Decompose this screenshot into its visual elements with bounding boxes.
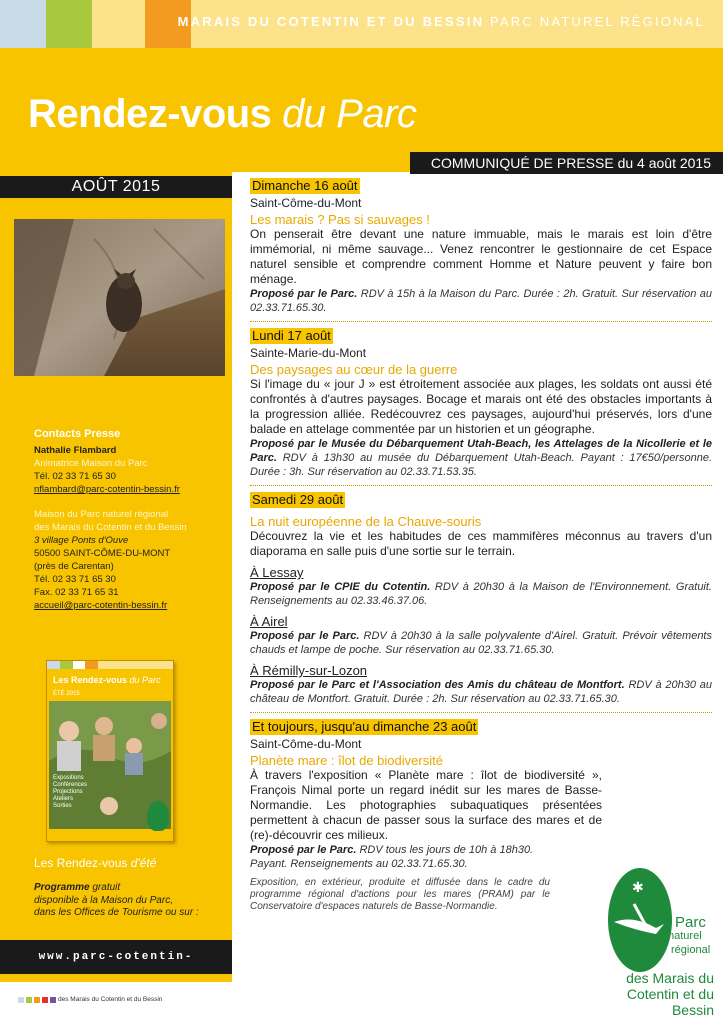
footer-dot-4 xyxy=(42,997,48,1003)
event-4-note: Exposition, en extérieur, produite et diffusée dans le cadre du programme régional d'actions pour les mares (PRAM) par le Conservatoire d'espaces naturels de Basse-Normandie. xyxy=(250,877,550,912)
maison-line-2: des Marais du Cotentin et du Bessin xyxy=(34,522,187,533)
event-1-date: Dimanche 16 août xyxy=(252,178,358,193)
maison-line-1: Maison du Parc naturel régional xyxy=(34,509,169,520)
separator xyxy=(250,321,712,322)
bat-photo xyxy=(14,219,225,376)
event-2-title: Des paysages au cœur de la guerre xyxy=(250,362,458,377)
footer-legal xyxy=(18,996,162,1003)
event-4-desc: À travers l'exposition « Planète mare : îlot de biodiversité », François Nimal porte un regard inédit sur les mares de Basse-Normandie. Les photographies subaquatiques présentées permettent à chacun de passer sous la surface des mares et de (re)-découvrir ces milieux. xyxy=(250,768,602,842)
event-4-place: Saint-Côme-du-Mont xyxy=(250,737,362,751)
address-line-3: (près de Carentan) xyxy=(34,561,114,572)
separator xyxy=(250,712,712,713)
booklet-logo xyxy=(147,801,169,831)
booklet-year: ÉTÉ 2015 xyxy=(53,691,80,697)
event-2 xyxy=(250,328,712,479)
month-label: AOÛT 2015 xyxy=(0,176,232,198)
event-2-place: Sainte-Marie-du-Mont xyxy=(250,346,367,360)
event-1-info: Proposé par le Parc. RDV à 15h à la Maison du Parc. Durée : 2h. Gratuit. Sur réservation au 02.33.71.65.30. xyxy=(250,288,712,314)
press-contacts xyxy=(34,428,224,612)
booklet-list: Expositions Conférences Projections Ateliers Sorties xyxy=(53,775,88,809)
ete-link[interactable]: Les Rendez-vous d'été xyxy=(34,856,157,870)
maison-tel: Tél. 02 33 71 65 30 xyxy=(34,574,116,585)
contact-name: Nathalie Flambard xyxy=(34,445,117,456)
programme-info: Programme gratuit disponible à la Maison du Parc, dans les Offices de Tourisme ou sur : xyxy=(34,882,199,918)
footer-dot-5 xyxy=(50,997,56,1003)
event-1-desc: On penserait être devant une nature immuable, mais le marais est loin d'être immémorial, ni même sauvage... Venez rencontrer le gestionnaire de cet Espace naturel sensible et comprendre comment Homme et Nature peuvent y faire bon ménage. xyxy=(250,227,712,286)
footer-dot-3 xyxy=(34,997,40,1003)
color-square-green xyxy=(46,0,92,48)
event-3a-info: Proposé par le CPIE du Cotentin. RDV à 20h30 à la Maison de l'Environnement. Gratuit. Renseignements au 02.33.46.37.06. xyxy=(250,581,712,607)
booklet-title: Les Rendez-vous du Parc xyxy=(53,675,161,685)
booklet-cover xyxy=(46,660,174,842)
event-4-title: Planète mare : îlot de biodiversité xyxy=(250,753,443,768)
separator xyxy=(250,485,712,486)
logo-text-naturel: naturel xyxy=(668,930,702,942)
event-3c-info: Proposé par le Parc et l'Association des Amis du château de Montfort. RDV à 20h30 au château de Montfort. Gratuit. Durée : 2h. Sur réservation au 02.33.71.65.30. xyxy=(250,679,712,705)
maison-email[interactable]: accueil@parc-cotentin-bessin.fr xyxy=(34,600,168,611)
logo-text-regional: régional xyxy=(671,944,711,956)
event-3 xyxy=(250,492,712,706)
footer-dot-1 xyxy=(18,997,24,1003)
logo-text-parc: Parc xyxy=(675,914,706,931)
press-release-bar: COMMUNIQUÉ DE PRESSE du 4 août 2015 xyxy=(410,152,723,174)
event-2-desc: Si l'image du « jour J » est étroitement associée aux plages, les soldats ont aussi été confrontés à d'autres paysages. Bocage et marais ont été des obstacles importants à la progression alliée. Redécouvrez ces paysages, aujourd'hui préservés, lors d'une balade en attelage commentée par un historien et un géographe. xyxy=(250,377,712,436)
event-2-info: Proposé par le Musée du Débarquement Utah-Beach, les Attelages de la Nicollerie et le Parc. RDV à 13h30 au musée du Débarquement Utah-Beach. Payant : 17€50/personne. Durée : 3h. Sur réservation au 02.33.71.53.35. xyxy=(250,438,712,478)
contacts-title: Contacts Presse xyxy=(34,428,121,440)
event-3-date: Samedi 29 août xyxy=(252,492,344,507)
address-line-1: 3 village Ponts d'Ouve xyxy=(34,535,129,546)
event-3a-place: À Lessay xyxy=(250,565,304,580)
bat-photo-image xyxy=(14,219,225,376)
top-banner xyxy=(0,0,723,48)
logo-text-marais: des Marais du Cotentin et du Bessin xyxy=(626,970,714,1018)
event-2-date: Lundi 17 août xyxy=(252,328,331,343)
address-line-2: 50500 SAINT-CÔME-DU-MONT xyxy=(34,548,171,559)
event-4-date: Et toujours, jusqu'au dimanche 23 août xyxy=(252,719,477,734)
maison-fax: Fax. 02 33 71 65 31 xyxy=(34,587,119,598)
footer-legal-text: des Marais du Cotentin et du Bessin xyxy=(58,996,163,1003)
event-3-desc: Découvrez la vie et les habitudes de ces mammifères méconnus au travers d'un diaporama en salle puis d'une sortie sur le terrain. xyxy=(250,529,712,558)
contact-tel: Tél. 02 33 71 65 30 xyxy=(34,471,116,482)
event-3b-info: Proposé par le Parc. RDV à 20h30 à la salle polyvalente d'Airel. Gratuit. Prévoir vêtements chauds et lampe de poche. Sur réservation au 02.33.71.65.30. xyxy=(250,630,712,656)
svg-text:✱: ✱ xyxy=(632,880,644,896)
booklet-color-strip xyxy=(47,661,174,669)
event-1 xyxy=(250,178,712,315)
website-url[interactable]: www.parc-cotentin-bessin.fr xyxy=(0,940,232,974)
footer-dot-2 xyxy=(26,997,32,1003)
event-1-place: Saint-Côme-du-Mont xyxy=(250,196,362,210)
event-1-title: Les marais ? Pas si sauvages ! xyxy=(250,212,430,227)
color-square-blue xyxy=(0,0,46,48)
event-3b-place: À Airel xyxy=(250,614,288,629)
event-4-info: Proposé par le Parc. RDV tous les jours de 10h à 18h30. Payant. Renseignements au 02.33.71.65.30. xyxy=(250,844,534,870)
park-name: MARAIS DU COTENTIN ET DU BESSIN PARC NATUREL RÉGIONAL xyxy=(177,14,705,29)
event-3-title: La nuit européenne de la Chauve-souris xyxy=(250,514,482,529)
page-title: Rendez-vous du Parc xyxy=(28,92,417,136)
events-list xyxy=(250,178,712,915)
contact-email[interactable]: nflambard@parc-cotentin-bessin.fr xyxy=(34,484,180,495)
contact-role: Animatrice Maison du Parc xyxy=(34,458,148,469)
event-3c-place: À Rémilly-sur-Lozon xyxy=(250,663,368,678)
